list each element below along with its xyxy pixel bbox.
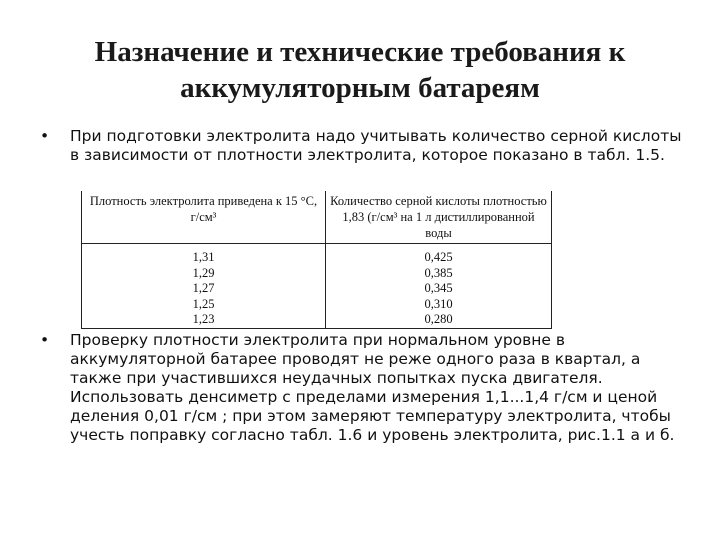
table-cell: 0,345 (326, 281, 552, 297)
bullet-icon: • (40, 127, 50, 145)
table-row (82, 297, 552, 313)
table-header-acid-amount: Количество серной кислоты плотностью 1,83 (г/см³ на 1 л дистиллированной воды (326, 191, 552, 244)
table-header-density: Плотность электролита приведена к 15 °С, г/см³ (82, 191, 326, 244)
table-row (82, 312, 552, 328)
table-row (82, 266, 552, 282)
table-cell: 1,25 (82, 297, 326, 313)
density-table (81, 191, 552, 329)
slide-title: Назначение и технические требования к аккумуляторным батареям (94, 36, 626, 104)
bullet-item-electrolyte-prep (40, 127, 690, 187)
bullet-text: При подготовки электролита надо учитывать количество серной кислоты в зависимости от плотности электролита, которое показано в табл. 1.5. (70, 127, 682, 164)
table-cell: 1,29 (82, 266, 326, 282)
table-row (82, 250, 552, 266)
table-cell: 1,31 (82, 250, 326, 266)
bullet-item-density-check (40, 331, 690, 481)
table-cell: 0,425 (326, 250, 552, 266)
table-cell: 0,310 (326, 297, 552, 313)
bullet-text: Проверку плотности электролита при нормальном уровне в аккумуляторной батарее проводят не реже одного раза в квартал, а также при участившихся неудачных попытках пуска двигателя. Использовать денсиметр с пределами измерения 1,1...1,4 г/см и ценой деления 0,01 г/см ; при этом замеряют температуру электролита, чтобы учесть поправку согласно табл. 1.6 и уровень электролита, рис.1.1 а и б. (70, 331, 675, 444)
table-cell: 1,23 (82, 312, 326, 328)
table-cell: 0,385 (326, 266, 552, 282)
table-row (82, 281, 552, 297)
table-cell: 1,27 (82, 281, 326, 297)
table-cell: 0,280 (326, 312, 552, 328)
bullet-icon: • (40, 331, 50, 349)
table-header-row (82, 191, 552, 244)
